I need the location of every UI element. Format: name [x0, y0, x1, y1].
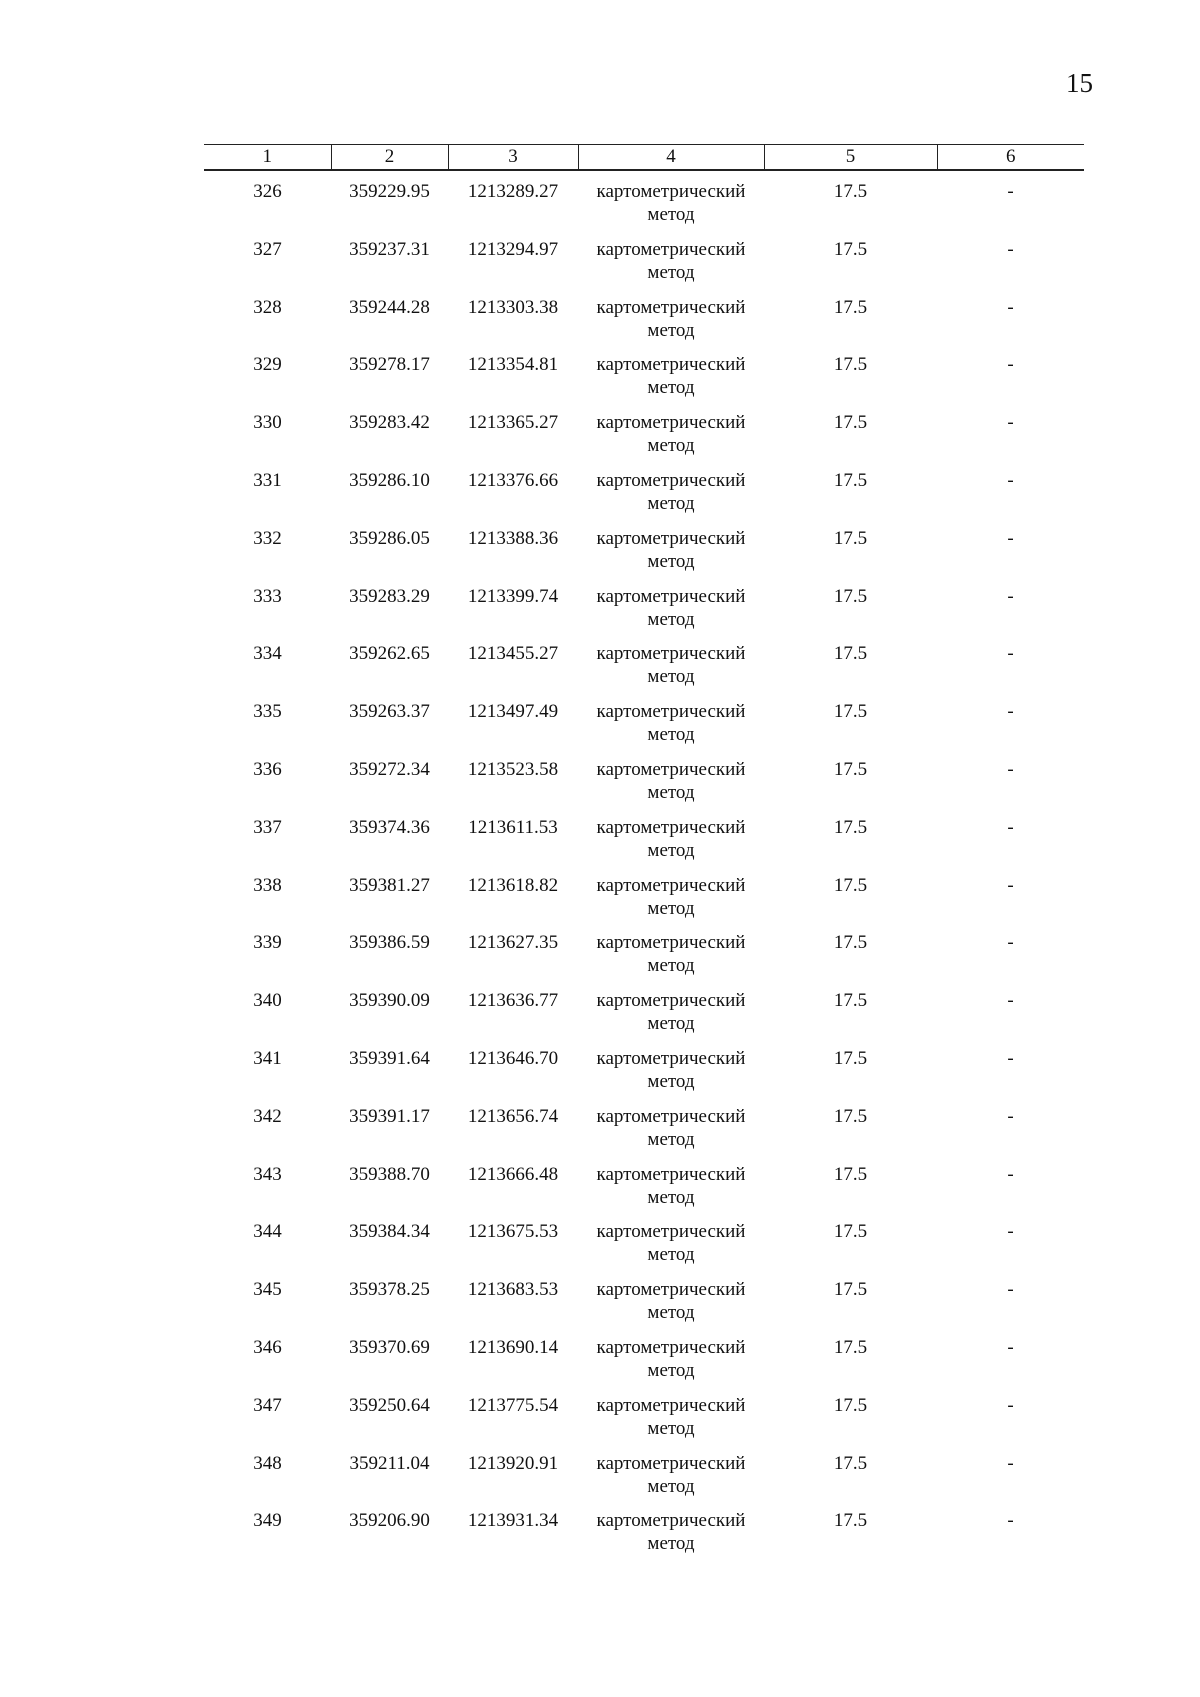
page-number: 15: [1066, 68, 1093, 98]
note-cell: -: [1007, 1163, 1014, 1185]
accuracy-cell: 17.5: [833, 527, 868, 549]
method-line-2: метод: [647, 781, 695, 803]
table-row: [204, 1105, 1084, 1163]
method-cell: [578, 585, 764, 643]
method-line-2: метод: [647, 319, 695, 341]
note-cell: -: [1007, 238, 1014, 260]
accuracy-cell: 17.5: [833, 1105, 868, 1127]
table-row: [204, 1047, 1084, 1105]
table-row: [204, 1220, 1084, 1278]
table-row: [204, 1509, 1084, 1567]
column-header-1: 1: [204, 145, 331, 171]
accuracy-cell: 17.5: [833, 1510, 868, 1532]
method-line-2: метод: [647, 550, 695, 572]
note-cell: -: [1007, 181, 1014, 202]
y-coordinate-cell: 1213627.35: [467, 932, 559, 954]
method-line-2: метод: [647, 1359, 695, 1381]
method-cell: [578, 1105, 764, 1163]
x-coordinate-cell: 359244.28: [349, 296, 430, 318]
accuracy-cell: 17.5: [833, 1221, 868, 1243]
method-line-1: картометрический: [596, 701, 746, 723]
accuracy-cell: 17.5: [833, 1047, 868, 1069]
table-row: [204, 874, 1084, 932]
x-coordinate-cell: 359388.70: [349, 1163, 430, 1185]
column-header-3: 3: [448, 145, 578, 171]
method-line-2: метод: [647, 608, 695, 630]
point-number-cell: 344: [253, 1221, 282, 1243]
point-number-cell: 346: [253, 1336, 282, 1358]
x-coordinate-cell: 359391.17: [349, 1105, 430, 1127]
y-coordinate-cell: 1213690.14: [467, 1336, 559, 1358]
method-line-2: метод: [647, 435, 695, 457]
method-cell: [578, 1452, 764, 1510]
x-coordinate-cell: 359370.69: [349, 1336, 430, 1358]
y-coordinate-cell: 1213683.53: [467, 1279, 559, 1301]
method-cell: [578, 296, 764, 354]
accuracy-cell: 17.5: [833, 990, 868, 1012]
point-number-cell: 349: [253, 1510, 282, 1532]
note-cell: -: [1007, 758, 1014, 780]
method-line-1: картометрический: [596, 1394, 746, 1416]
method-line-2: метод: [647, 1417, 695, 1439]
point-number-cell: 331: [253, 469, 282, 491]
method-line-1: картометрический: [596, 932, 746, 954]
point-number-cell: 339: [253, 932, 282, 954]
x-coordinate-cell: 359250.64: [349, 1394, 430, 1416]
accuracy-cell: 17.5: [833, 701, 868, 723]
note-cell: -: [1007, 354, 1014, 376]
table-row: [204, 758, 1084, 816]
y-coordinate-cell: 1213399.74: [467, 585, 559, 607]
y-coordinate-cell: 1213497.49: [467, 701, 559, 723]
y-coordinate-cell: 1213523.58: [467, 758, 559, 780]
x-coordinate-cell: 359374.36: [349, 816, 430, 838]
method-line-2: метод: [647, 1475, 695, 1497]
coordinates-table-container: [204, 144, 1084, 1567]
table-row: [204, 585, 1084, 643]
method-line-1: картометрический: [596, 1336, 746, 1358]
note-cell: -: [1007, 527, 1014, 549]
x-coordinate-cell: 359378.25: [349, 1279, 430, 1301]
note-cell: -: [1007, 1452, 1014, 1474]
column-header-6: 6: [937, 145, 1084, 171]
method-line-1: картометрический: [596, 238, 746, 260]
method-line-1: картометрический: [596, 1221, 746, 1243]
method-line-1: картометрический: [596, 1047, 746, 1069]
x-coordinate-cell: 359272.34: [349, 758, 430, 780]
x-coordinate-cell: 359384.34: [349, 1221, 430, 1243]
table-row: [204, 296, 1084, 354]
note-cell: -: [1007, 1394, 1014, 1416]
method-line-1: картометрический: [596, 296, 746, 318]
column-header-2: 2: [331, 145, 448, 171]
method-line-1: картометрический: [596, 874, 746, 896]
method-line-2: метод: [647, 1533, 695, 1555]
x-coordinate-cell: 359390.09: [349, 990, 430, 1012]
method-line-1: картометрический: [596, 1279, 746, 1301]
method-line-2: метод: [647, 261, 695, 283]
accuracy-cell: 17.5: [833, 585, 868, 607]
y-coordinate-cell: 1213646.70: [467, 1047, 559, 1069]
table-body: [204, 170, 1084, 1567]
point-number-cell: 348: [253, 1452, 282, 1474]
point-number-cell: 335: [253, 701, 282, 723]
note-cell: -: [1007, 816, 1014, 838]
table-row: [204, 989, 1084, 1047]
point-number-cell: 333: [253, 585, 282, 607]
table-row: [204, 1394, 1084, 1452]
table-row: [204, 1452, 1084, 1510]
x-coordinate-cell: 359391.64: [349, 1047, 430, 1069]
accuracy-cell: 17.5: [833, 1279, 868, 1301]
note-cell: -: [1007, 1510, 1014, 1532]
method-line-1: картометрический: [596, 1163, 746, 1185]
note-cell: -: [1007, 469, 1014, 491]
x-coordinate-cell: 359229.95: [349, 181, 430, 202]
method-line-1: картометрический: [596, 527, 746, 549]
method-line-2: метод: [647, 1070, 695, 1092]
accuracy-cell: 17.5: [833, 238, 868, 260]
point-number-cell: 347: [253, 1394, 282, 1416]
y-coordinate-cell: 1213656.74: [467, 1105, 559, 1127]
note-cell: -: [1007, 643, 1014, 665]
x-coordinate-cell: 359381.27: [349, 874, 430, 896]
accuracy-cell: 17.5: [833, 354, 868, 376]
y-coordinate-cell: 1213675.53: [467, 1221, 559, 1243]
method-cell: [578, 642, 764, 700]
method-cell: [578, 469, 764, 527]
column-header-4: 4: [578, 145, 764, 171]
method-line-2: метод: [647, 839, 695, 861]
table-row: [204, 642, 1084, 700]
note-cell: -: [1007, 1105, 1014, 1127]
table-row: [204, 931, 1084, 989]
table-row: [204, 816, 1084, 874]
method-cell: [578, 170, 764, 238]
method-line-1: картометрический: [596, 181, 746, 202]
point-number-cell: 327: [253, 238, 282, 260]
method-cell: [578, 1336, 764, 1394]
table-row: [204, 411, 1084, 469]
y-coordinate-cell: 1213289.27: [467, 181, 559, 202]
point-number-cell: 338: [253, 874, 282, 896]
method-line-2: метод: [647, 724, 695, 746]
method-line-1: картометрический: [596, 990, 746, 1012]
note-cell: -: [1007, 874, 1014, 896]
x-coordinate-cell: 359286.05: [349, 527, 430, 549]
point-number-cell: 343: [253, 1163, 282, 1185]
method-line-2: метод: [647, 492, 695, 514]
y-coordinate-cell: 1213388.36: [467, 527, 559, 549]
method-cell: [578, 816, 764, 874]
note-cell: -: [1007, 296, 1014, 318]
x-coordinate-cell: 359283.42: [349, 412, 430, 434]
point-number-cell: 326: [253, 181, 282, 202]
x-coordinate-cell: 359278.17: [349, 354, 430, 376]
point-number-cell: 328: [253, 296, 282, 318]
method-line-2: метод: [647, 897, 695, 919]
method-line-1: картометрический: [596, 412, 746, 434]
method-line-2: метод: [647, 666, 695, 688]
y-coordinate-cell: 1213666.48: [467, 1163, 559, 1185]
note-cell: -: [1007, 701, 1014, 723]
method-line-2: метод: [647, 1186, 695, 1208]
y-coordinate-cell: 1213294.97: [467, 238, 559, 260]
method-line-2: метод: [647, 204, 695, 225]
note-cell: -: [1007, 585, 1014, 607]
x-coordinate-cell: 359237.31: [349, 238, 430, 260]
table-header: [204, 145, 1084, 171]
header-row: [204, 145, 1084, 171]
accuracy-cell: 17.5: [833, 1452, 868, 1474]
table-row: [204, 527, 1084, 585]
method-line-1: картометрический: [596, 816, 746, 838]
x-coordinate-cell: 359286.10: [349, 469, 430, 491]
y-coordinate-cell: 1213611.53: [468, 816, 558, 838]
method-line-1: картометрический: [596, 354, 746, 376]
table-row: [204, 700, 1084, 758]
accuracy-cell: 17.5: [833, 758, 868, 780]
table-row: [204, 1278, 1084, 1336]
method-line-1: картометрический: [596, 1510, 746, 1532]
note-cell: -: [1007, 1279, 1014, 1301]
y-coordinate-cell: 1213618.82: [467, 874, 559, 896]
y-coordinate-cell: 1213365.27: [467, 412, 559, 434]
method-cell: [578, 1163, 764, 1221]
method-line-1: картометрический: [596, 758, 746, 780]
point-number-cell: 329: [253, 354, 282, 376]
method-cell: [578, 411, 764, 469]
method-line-2: метод: [647, 377, 695, 399]
point-number-cell: 341: [253, 1047, 282, 1069]
table-row: [204, 1163, 1084, 1221]
point-number-cell: 342: [253, 1105, 282, 1127]
method-line-1: картометрический: [596, 1452, 746, 1474]
method-line-1: картометрический: [596, 469, 746, 491]
accuracy-cell: 17.5: [833, 181, 868, 202]
table-row: [204, 170, 1084, 238]
note-cell: -: [1007, 1336, 1014, 1358]
method-line-2: метод: [647, 955, 695, 977]
coordinates-table: [204, 144, 1084, 1567]
note-cell: -: [1007, 932, 1014, 954]
method-cell: [578, 527, 764, 585]
method-cell: [578, 758, 764, 816]
x-coordinate-cell: 359262.65: [349, 643, 430, 665]
y-coordinate-cell: 1213920.91: [467, 1452, 559, 1474]
method-cell: [578, 353, 764, 411]
accuracy-cell: 17.5: [833, 412, 868, 434]
x-coordinate-cell: 359211.04: [349, 1452, 430, 1474]
accuracy-cell: 17.5: [833, 1163, 868, 1185]
method-cell: [578, 1047, 764, 1105]
method-line-1: картометрический: [596, 1105, 746, 1127]
accuracy-cell: 17.5: [833, 1394, 868, 1416]
x-coordinate-cell: 359283.29: [349, 585, 430, 607]
table-row: [204, 1336, 1084, 1394]
note-cell: -: [1007, 990, 1014, 1012]
method-cell: [578, 1220, 764, 1278]
y-coordinate-cell: 1213775.54: [467, 1394, 559, 1416]
table-row: [204, 469, 1084, 527]
point-number-cell: 340: [253, 990, 282, 1012]
method-line-2: метод: [647, 1013, 695, 1035]
method-cell: [578, 1509, 764, 1567]
table-row: [204, 238, 1084, 296]
y-coordinate-cell: 1213931.34: [467, 1510, 559, 1532]
accuracy-cell: 17.5: [833, 643, 868, 665]
method-cell: [578, 1394, 764, 1452]
accuracy-cell: 17.5: [833, 874, 868, 896]
point-number-cell: 334: [253, 643, 282, 665]
accuracy-cell: 17.5: [833, 932, 868, 954]
accuracy-cell: 17.5: [833, 1336, 868, 1358]
y-coordinate-cell: 1213636.77: [467, 990, 559, 1012]
accuracy-cell: 17.5: [833, 816, 868, 838]
method-line-1: картометрический: [596, 643, 746, 665]
point-number-cell: 345: [253, 1279, 282, 1301]
point-number-cell: 332: [253, 527, 282, 549]
x-coordinate-cell: 359263.37: [349, 701, 430, 723]
method-cell: [578, 874, 764, 932]
note-cell: -: [1007, 412, 1014, 434]
accuracy-cell: 17.5: [833, 469, 868, 491]
y-coordinate-cell: 1213455.27: [467, 643, 559, 665]
point-number-cell: 330: [253, 412, 282, 434]
method-cell: [578, 989, 764, 1047]
method-cell: [578, 238, 764, 296]
y-coordinate-cell: 1213303.38: [467, 296, 559, 318]
note-cell: -: [1007, 1221, 1014, 1243]
method-line-2: метод: [647, 1244, 695, 1266]
accuracy-cell: 17.5: [833, 296, 868, 318]
method-cell: [578, 700, 764, 758]
method-cell: [578, 1278, 764, 1336]
y-coordinate-cell: 1213354.81: [467, 354, 559, 376]
method-line-1: картометрический: [596, 585, 746, 607]
method-line-2: метод: [647, 1302, 695, 1324]
column-header-5: 5: [764, 145, 937, 171]
method-line-2: метод: [647, 1128, 695, 1150]
table-row: [204, 353, 1084, 411]
x-coordinate-cell: 359386.59: [349, 932, 430, 954]
x-coordinate-cell: 359206.90: [349, 1510, 430, 1532]
note-cell: -: [1007, 1047, 1014, 1069]
y-coordinate-cell: 1213376.66: [467, 469, 559, 491]
method-cell: [578, 931, 764, 989]
point-number-cell: 336: [253, 758, 282, 780]
point-number-cell: 337: [253, 816, 282, 838]
